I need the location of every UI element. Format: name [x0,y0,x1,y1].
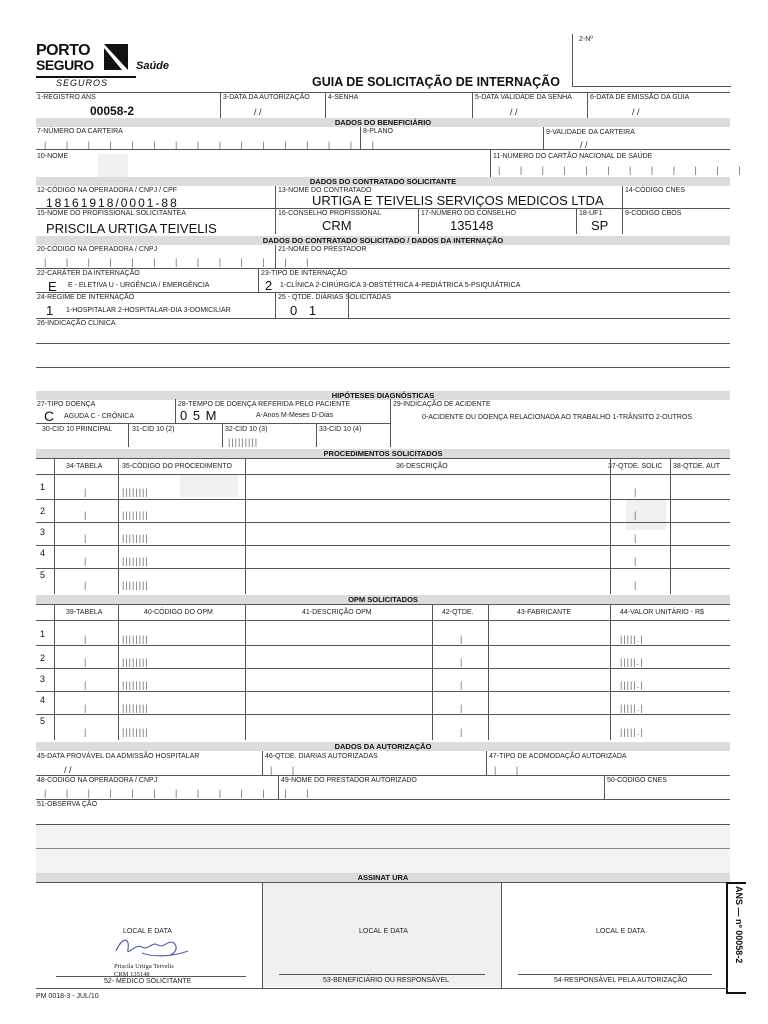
diarias-solicitadas-label: 25 - QTDE. DIÁRIAS SOLICITADAS [278,294,392,301]
form-code: PM 0018-3 - JUL/10 [36,993,99,1000]
proc-codigo-ticks: |||||||| [122,556,149,566]
opm-tabela-ticks: | [84,634,90,644]
num-conselho-label: 17-NÚMERO DO CONSELHO [421,210,516,217]
ans-vertical-box [726,882,746,994]
opm-valor-ticks: |||||.| [620,680,644,690]
proc-codigo-ticks: |||||||| [122,533,149,543]
indicacao-clinica-line-1[interactable] [36,343,730,344]
cns-field[interactable]: | | | | | | | | | | | | [498,165,744,175]
proc-row-number: 5 [40,570,46,580]
cid-3-label: 32-CID 10 (3) [225,426,268,433]
section-hipoteses: HIPÓTESES DIAGNÓSTICAS [36,391,730,400]
senha-label: 4-SENHA [328,94,359,101]
opm-row-number: 4 [40,695,46,705]
tipo-internacao-value[interactable]: 2 [265,278,273,293]
tipo-internacao-label: 23-TIPO DE INTERNAÇÃO [261,270,347,277]
opm-row-1[interactable] [36,621,730,645]
nome-contratado-label: 13-NOME DO CONTRATADO [278,187,372,194]
logo-mark-icon [102,42,130,72]
signature-scribble-icon [112,933,192,959]
nome-contratado-value[interactable]: URTIGA E TEIVELIS SERVIÇOS MEDICOS LTDA [312,193,604,208]
opm-qtde-ticks: | [460,657,466,667]
emissao-guia-field[interactable]: / / [632,107,640,117]
section-internacao: DADOS DO CONTRATADO SOLICITADO / DADOS DA INTERNAÇÃO [36,236,730,245]
opm-tabela-ticks: | [84,727,90,737]
validade-carteira-field[interactable]: / / [580,140,588,150]
medico-solicitante-label: 52- MÉDICO SOLICITANTE [104,978,192,985]
codigo-operadora-value[interactable]: 18161918/0001-88 [46,196,179,210]
opm-col-codigo: 40-CÓDIGO DO OPM [144,609,213,616]
opm-tabela-ticks: | [84,657,90,667]
cnes-aut-label: 50-CÓDIGO CNES [607,777,667,784]
proc-tabela-ticks: | [84,510,90,520]
emissao-guia-label: 6-DATA DE EMISSÃO DA GUIA [590,94,690,101]
proc-codigo-ticks: |||||||| [122,487,149,497]
registro-ans-value[interactable]: 00058-2 [90,104,135,118]
validade-senha-field[interactable]: / / [510,107,518,117]
cns-label: 11-NÚMERO DO CARTÃO NACIONAL DE SAÚDE [493,153,653,160]
opm-codigo-ticks: |||||||| [122,634,149,644]
regime-label: 24-REGIME DE INTERNAÇÃO [37,294,135,301]
acidente-options: 0-ACIDENTE OU DOENÇA RELACIONADA AO TRABALHO 1-TRÂNSITO 2-OUTROS [422,414,693,421]
conselho-value[interactable]: CRM [322,218,352,233]
assinatura-beneficiario-box[interactable] [263,883,501,987]
opm-row-5[interactable] [36,715,730,739]
carater-options: E - ELETIVA U - URGÊNCIA / EMERGÊNCIA [68,282,210,289]
proc-qtde-ticks: | [634,556,640,566]
opm-row-number: 5 [40,716,46,726]
proc-codigo-ticks: |||||||| [122,510,149,520]
opm-qtde-ticks: | [460,634,466,644]
proc-tabela-ticks: | [84,487,90,497]
logo-text-saude: Saúde [136,60,170,72]
data-autorizacao-field[interactable]: / / [254,107,262,117]
ans-vertical-text: ANS — nº 00058-2 [734,886,744,964]
medico-local-data-label: LOCAL E DATA [123,928,172,935]
section-beneficiario: DADOS DO BENEFICIÁRIO [36,118,730,127]
opm-codigo-ticks: |||||||| [122,657,149,667]
uf-label: 18-UF1 [579,210,603,217]
opm-col-valor: 44-VALOR UNITÁRIO - R$ [620,609,704,616]
validade-senha-label: 5-DATA VALIDADE DA SENHA [475,94,572,101]
form-title: GUIA DE SOLICITAÇÃO DE INTERNAÇÃO [312,75,560,89]
section-contratado: DADOS DO CONTRATADO SOLICITANTE [36,177,730,186]
proc-col-qtde-solic: 37-QTDE. SOLIC [608,463,663,470]
observacao-label: 51-OBSERVA ÇÃO [37,801,98,808]
diarias-solicitadas-value[interactable]: 0 1 [290,303,321,318]
tipo-internacao-options: 1-CLÍNICA 2-CIRÚRGICA 3-OBSTÉTRICA 4-PEDIÁTRICA 5-PSIQUIÁTRICA [280,282,521,289]
conselho-label: 16-CONSELHO PROFISSIONAL [278,210,382,217]
plano-label: 8-PLANO [363,128,393,135]
tempo-doenca-label: 28-TEMPO DE DOENÇA REFERIDA PELO PACIENTE [178,401,351,408]
proc-codigo-ticks: |||||||| [122,580,149,590]
proc-tabela-ticks: | [84,556,90,566]
opm-tabela-ticks: | [84,680,90,690]
proc-row-number: 2 [40,506,46,516]
profissional-value[interactable]: PRISCILA URTIGA TEIVELIS [46,221,217,236]
admissao-label: 45-DATA PROVÁVEL DA ADMISSÃO HOSPITALAR [37,753,200,760]
opm-qtde-ticks: | [460,703,466,713]
acomodacao-field[interactable]: | | [494,765,522,775]
codigo-operadora-aut-label: 48-CÓDIGO NA OPERADORA / CNPJ [37,777,158,784]
opm-valor-ticks: |||||.| [620,634,644,644]
logo-text-seguro: SEGURO [36,57,94,73]
opm-valor-ticks: |||||.| [620,657,644,667]
opm-qtde-ticks: | [460,680,466,690]
opm-row-number: 3 [40,674,46,684]
opm-row-2[interactable] [36,646,730,668]
proc-col-descricao: 36-DESCRIÇÃO [396,463,448,470]
proc-row-2[interactable] [36,500,730,522]
assinatura-responsavel-box[interactable] [502,883,726,987]
indicacao-clinica-label: 26-INDICAÇÃO CLÍNICA [37,320,116,327]
proc-row-number: 4 [40,548,46,558]
diarias-autorizadas-label: 46-QTDE. DIARIAS AUTORIZADAS [265,753,378,760]
codigo-operadora-2-field[interactable]: | | | | | | | | | | | | | [44,257,312,267]
carteira-label: 7-NÚMERO DA CARTEIRA [37,128,123,135]
diarias-autorizadas-field[interactable]: | | [270,765,298,775]
validade-carteira-label: 9-VALIDADE DA CARTEIRA [546,129,635,136]
prestador-autorizado-label: 49-NOME DO PRESTADOR AUTORIZADO [281,777,417,784]
admissao-field[interactable]: / / [64,765,72,775]
nome-label: 10-NOME [37,153,69,160]
carteira-field[interactable]: | | | | | | | | | | | | | | | | [44,140,377,150]
codigo-operadora-label: 12-CÓDIGO NA OPERADORA / CNPJ / CPF [37,187,178,194]
section-assinatura: ASSINAT URA [36,873,730,882]
opm-row-3[interactable] [36,669,730,691]
indicacao-clinica-line-2[interactable] [36,367,730,368]
opm-col-descricao: 41-DESCRIÇÃO OPM [302,609,372,616]
proc-row-number: 3 [40,527,46,537]
opm-col-fabricante: 43-FABRICANTE [517,609,572,616]
proc-tabela-ticks: | [84,533,90,543]
logo-text-porto: PORTO [36,42,91,59]
tipo-doenca-value[interactable]: C [44,408,55,424]
field-numero-box[interactable] [572,34,731,87]
data-autorizacao-label: 3-DATA DA AUTORIZAÇÃO [223,94,310,101]
acomodacao-label: 47-TIPO DE ACOMODAÇÃO AUTORIZADA [489,753,627,760]
opm-col-qtde: 42-QTDE. [442,609,474,616]
opm-codigo-ticks: |||||||| [122,703,149,713]
proc-qtde-ticks: | [634,580,640,590]
regime-value[interactable]: 1 [46,303,54,318]
opm-col-tabela: 39-TABELA [66,609,103,616]
cid-4-label: 33-CID 10 (4) [319,426,362,433]
proc-tabela-ticks: | [84,580,90,590]
cid-principal-label: 30-CID 10 PRINCIPAL [42,426,113,433]
opm-codigo-ticks: |||||||| [122,727,149,737]
beneficiario-local-data-label: LOCAL E DATA [359,928,408,935]
cid-3-field[interactable]: ||||||||| [228,437,259,447]
beneficiario-responsavel-label: 53-BENEFICIÁRIO OU RESPONSÁVEL [323,977,450,984]
section-autorizacao: DADOS DA AUTORIZAÇÃO [36,742,730,751]
cid-2-label: 31-CID 10 (2) [132,426,175,433]
proc-row-4[interactable] [36,546,730,568]
opm-codigo-ticks: |||||||| [122,680,149,690]
opm-qtde-ticks: | [460,727,466,737]
num-conselho-value[interactable]: 135148 [450,218,494,233]
proc-row-1[interactable] [36,475,730,499]
opm-valor-ticks: |||||.| [620,703,644,713]
tipo-doenca-options: AGUDA C - CRÔNICA [64,413,135,420]
field-numero-label: 2-Nº [579,36,593,43]
regime-options: 1-HOSPITALAR 2-HOSPITALAR-DIA 3-DOMICILIAR [66,307,231,314]
opm-valor-ticks: |||||.| [620,727,644,737]
section-procedimentos: PROCEDIMENTOS SOLICITADOS [36,449,730,458]
uf-value[interactable]: SP [591,218,609,233]
proc-qtde-ticks: | [634,510,640,520]
registro-ans-label: 1-REGISTRO ANS [37,94,96,101]
proc-row-3[interactable] [36,523,730,545]
carater-label: 22-CARÁTER DA INTERNAÇÃO [37,270,140,277]
tempo-doenca-options: A-Anos M-Meses D-Dias [256,412,334,419]
carater-value[interactable]: E [48,279,57,294]
responsavel-autorizacao-label: 54-RESPONSÁVEL PELA AUTORIZAÇÃO [554,977,688,984]
assinatura-medico-box[interactable] [36,883,262,987]
opm-row-number: 1 [40,629,46,639]
signer-crm: CRM 135148 [114,971,150,978]
opm-row-4[interactable] [36,692,730,714]
proc-col-codigo: 35-CÓDIGO DO PROCEDIMENTO [122,463,232,470]
signer-name: Priscila Urtiga Teivelis [114,963,174,970]
codigo-operadora-aut-field[interactable]: | | | | | | | | | | | | | [44,788,312,798]
proc-row-5[interactable] [36,569,730,593]
proc-qtde-ticks: | [634,487,640,497]
opm-row-number: 2 [40,653,46,663]
proc-qtde-ticks: | [634,533,640,543]
section-opm: OPM SOLICITADOS [36,595,730,604]
nome-redacted [98,154,128,178]
tipo-doenca-label: 27-TIPO DOENÇA [37,401,96,408]
opm-tabela-ticks: | [84,703,90,713]
profissional-label: 15-NOME DO PROFISSIONAL SOLICITANTEA [37,210,186,217]
acidente-label: 29-INDICAÇÃO DE ACIDENTE [393,401,491,408]
prestador-label: 21-NOME DO PRESTADOR [278,246,367,253]
cnes-label: 14-CÓDIGO CNES [625,187,685,194]
proc-col-tabela: 34-TABELA [66,463,103,470]
logo-text-seguros: SEGUROS [56,78,109,88]
codigo-operadora-2-label: 20-CÓDIGO NA OPERADORA / CNPJ [37,246,158,253]
proc-row-number: 1 [40,482,46,492]
proc-col-qtde-aut: 38-QTDE. AUT [673,463,721,470]
cbos-label: 9-CÓDIGO CBOS [625,210,682,217]
tempo-doenca-value[interactable]: 0 5 M [180,408,218,423]
responsavel-local-data-label: LOCAL E DATA [596,928,645,935]
